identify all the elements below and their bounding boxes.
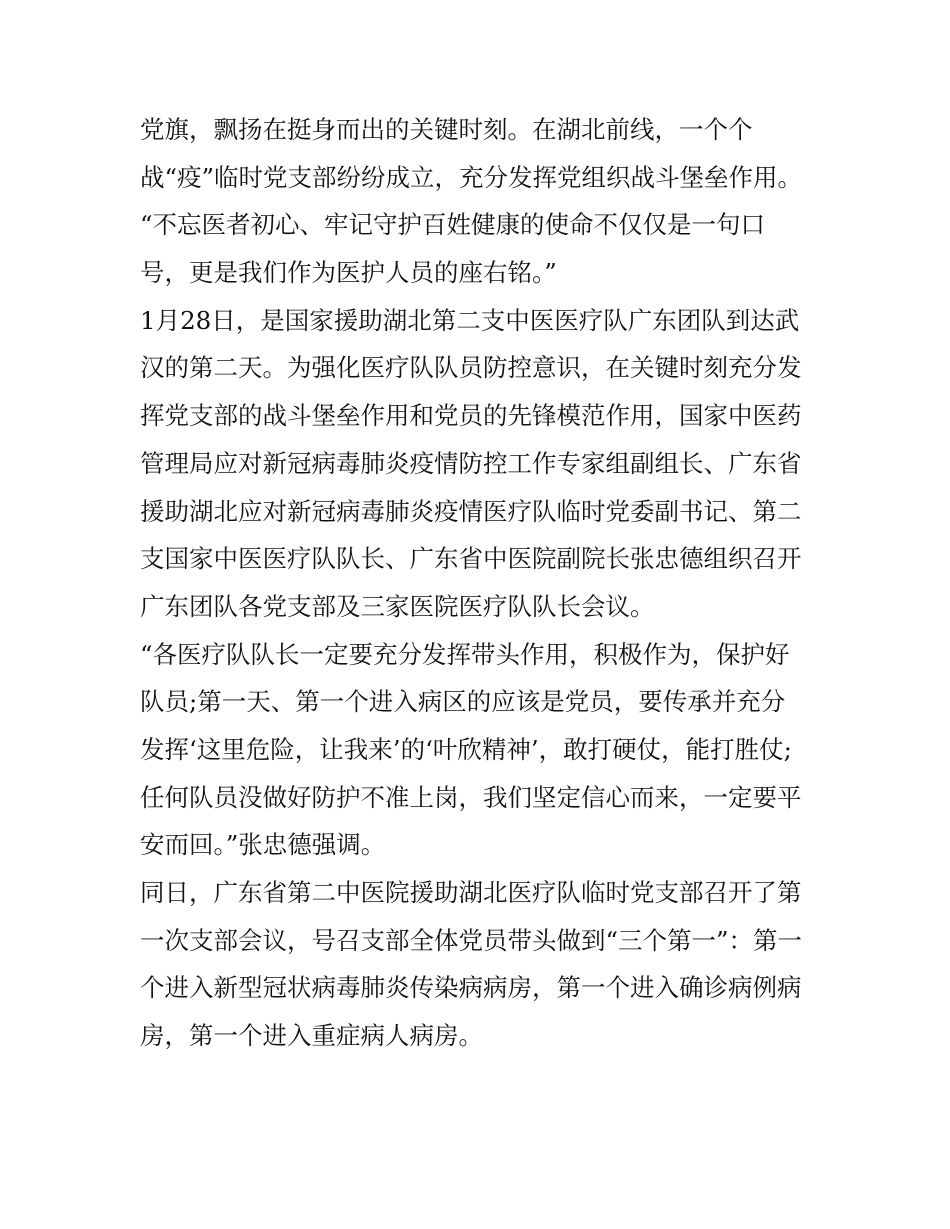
text-line: 发挥‘这里危险，让我来’的‘叶欣精神’，敢打硬仗，能打胜仗;	[140, 734, 792, 764]
text-line: 同日，广东省第二中医院援助湖北医疗队临时党支部召开了第	[140, 878, 802, 907]
text-line: “不忘医者初心、牢记守护百姓健康的使命不仅仅是一句口	[140, 210, 766, 240]
text-line: 任何队员没做好防护不准上岗，我们坚定信心而来，一定要平	[140, 782, 802, 812]
text-line: 一次支部会议，号召支部全体党员带头做到“三个第一”：第一	[140, 925, 803, 955]
text-line: 支国家中医医疗队队长、广东省中医院副院长张忠德组织召开	[140, 544, 802, 574]
text-line: 广东团队各党支部及三家医院医疗队队长会议。	[140, 591, 655, 621]
text-line: 安而回。”张忠德强调。	[140, 830, 386, 860]
text-line: 号，更是我们作为医护人员的座右铭。”	[140, 258, 557, 288]
text-line: 个进入新型冠状病毒肺炎传染病病房，第一个进入确诊病例病	[140, 973, 802, 1003]
text-line: 房，第一个进入重症病人病房。	[140, 1021, 483, 1051]
text-line: 战“疫”临时党支部纷纷成立，充分发挥党组织战斗堡垒作用。	[140, 162, 803, 192]
text-line: 挥党支部的战斗堡垒作用和党员的先锋模范作用，国家中医药	[140, 401, 802, 431]
text-line: 队员;第一天、第一个进入病区的应该是党员，要传承并充分	[140, 687, 786, 717]
text-line: “各医疗队队长一定要充分发挥带头作用，积极作为，保护好	[140, 639, 790, 669]
text-line: 党旗，飘扬在挺身而出的关键时刻。在湖北前线，一个个	[140, 115, 753, 144]
text-line: 汉的第二天。为强化医疗队队员防控意识，在关键时刻充分发	[140, 353, 802, 383]
document-body	[140, 106, 820, 1060]
text-line: 1月28日，是国家援助湖北第二支中医医疗队广东团队到达武	[140, 305, 800, 335]
text-line: 管理局应对新冠病毒肺炎疫情防控工作专家组副组长、广东省	[140, 448, 802, 478]
text-line: 援助湖北应对新冠病毒肺炎疫情医疗队临时党委副书记、第二	[140, 496, 802, 526]
